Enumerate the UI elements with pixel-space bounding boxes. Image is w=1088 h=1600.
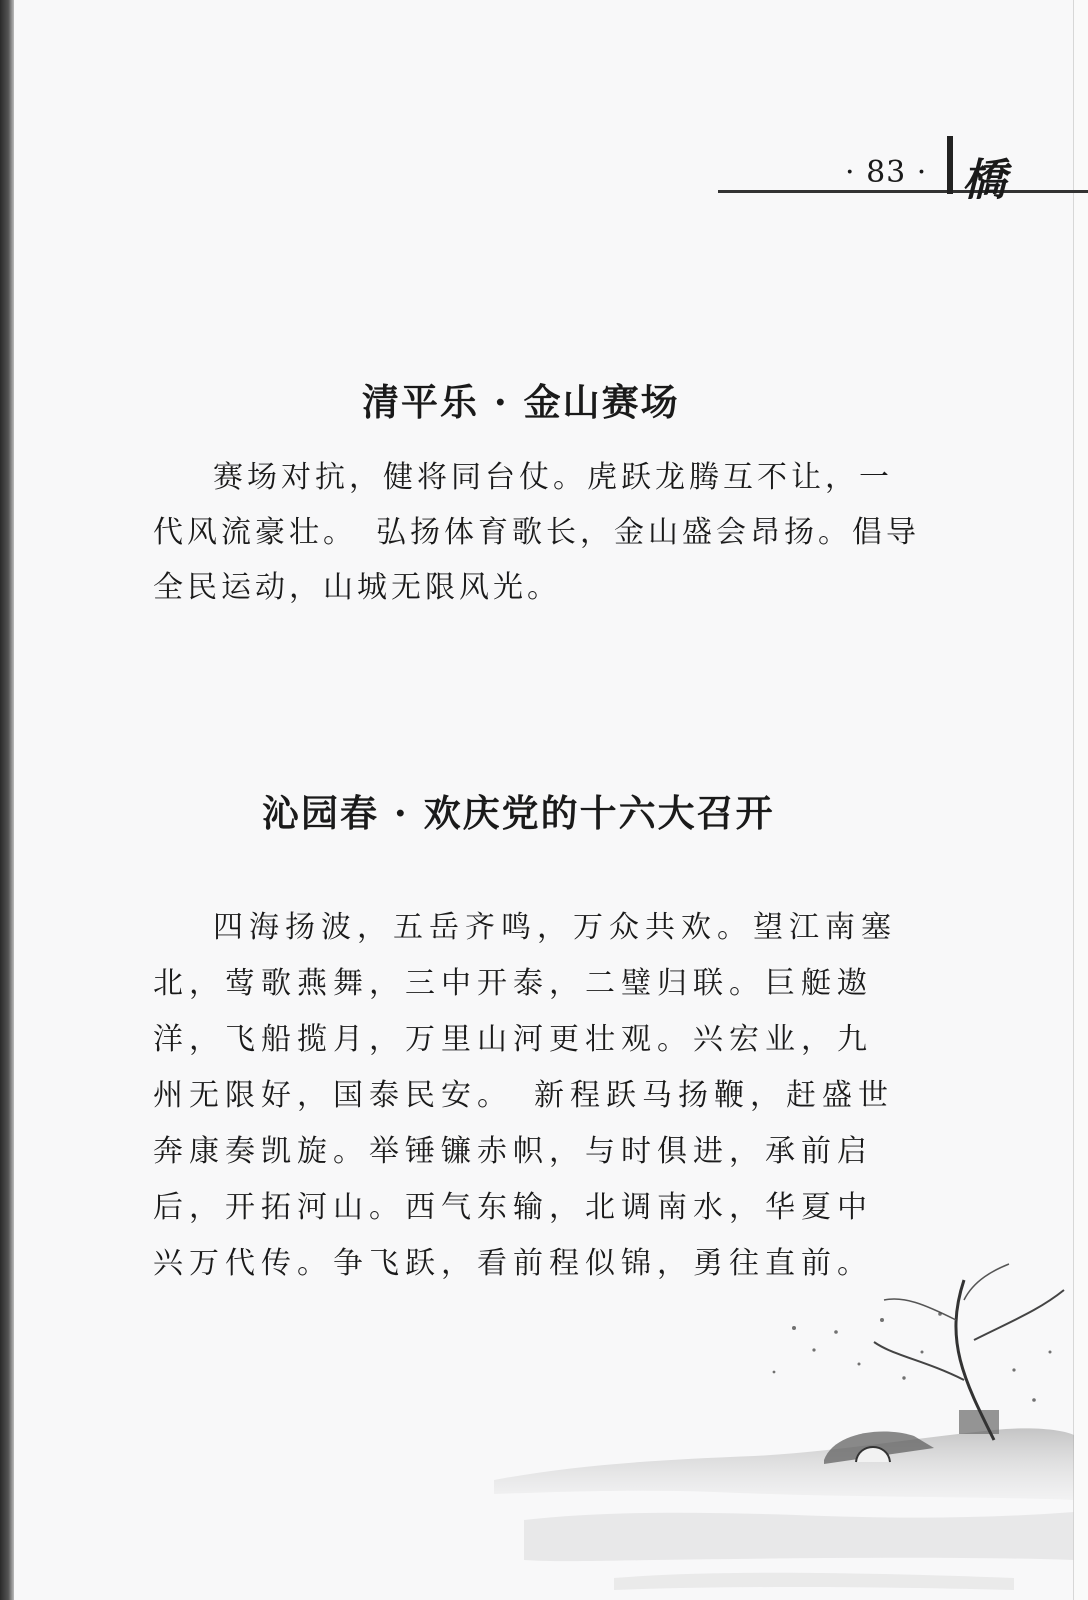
- poem-title: 沁园春 · 欢庆党的十六大召开: [262, 791, 775, 835]
- page-number: · 83 ·: [845, 155, 928, 190]
- binding-edge: [0, 0, 14, 1600]
- header-rule: [718, 190, 1088, 193]
- page-edge: [1073, 0, 1088, 1600]
- poem-title: 清平乐 · 金山赛场: [362, 380, 680, 424]
- ink-wash-bridge-illustration: [494, 1260, 1074, 1600]
- poem-body: 四海扬波，五岳齐鸣，万众共欢。望江南塞北，莺歌燕舞，三中开泰，二璧归联。巨艇遨洋，飞船揽月，万里山河更壮观。兴宏业，九州无限好，国泰民安。 新程跃马扬鞭，赶盛世奔康奏凯旋。举锤镰赤帜，与时俱进，承前启后，开拓河山。西气东输，北调南水，华夏中兴万代传。争飞跃，看前程似锦，勇往直前。: [153, 910, 897, 1281]
- header-calligraphy-mark: 橋: [962, 155, 1006, 206]
- poem-body: 赛场对抗，健将同台仗。虎跃龙腾互不让，一代风流豪壮。 弘扬体育歌长，金山盛会昂扬。倡导全民运动，山城无限风光。: [153, 460, 920, 605]
- header-bar: [947, 136, 953, 194]
